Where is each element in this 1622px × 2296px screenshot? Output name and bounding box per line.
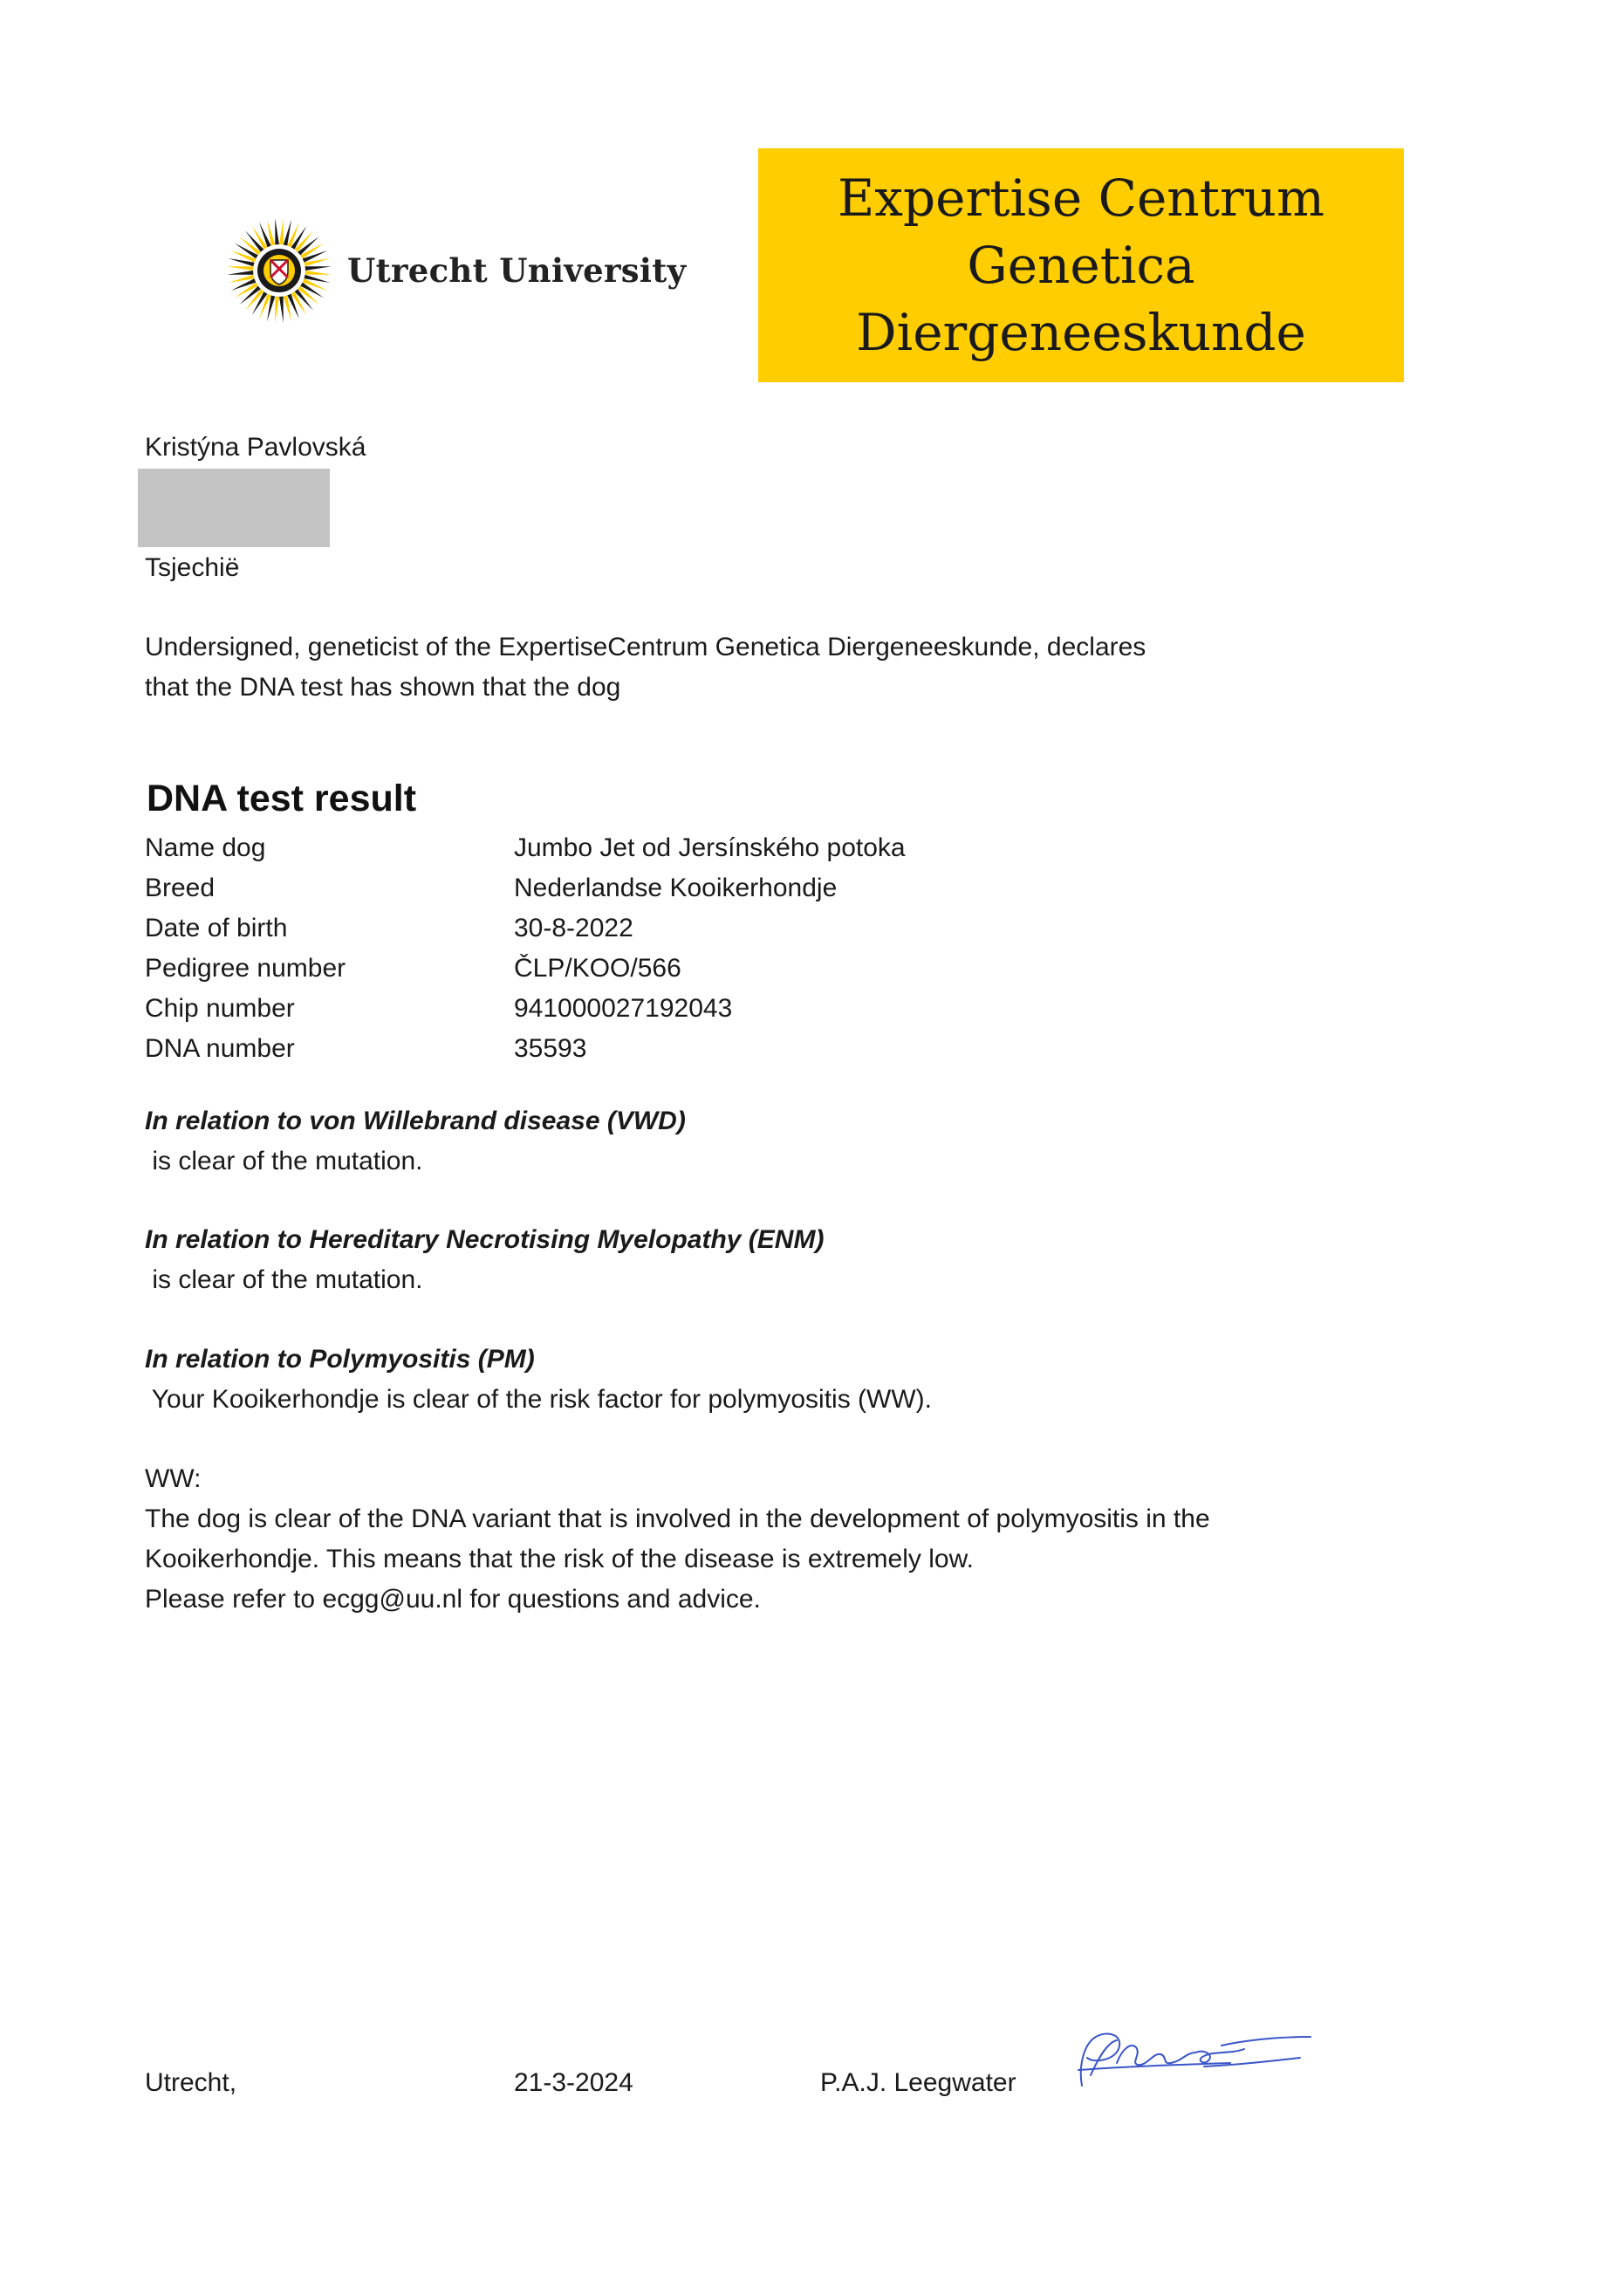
section-enm-text: is clear of the mutation. [145,1265,423,1294]
redacted-address [138,469,330,547]
detail-value: Nederlandse Kooikerhondje [514,874,838,902]
footer-signatory: P.A.J. Leegwater [820,2068,1016,2097]
footer-date: 21-3-2024 [514,2068,633,2097]
detail-value: Jumbo Jet od Jersínského potoka [514,833,906,862]
university-name: Utrecht University [347,251,687,290]
section-pm-title: In relation to Polymyositis (PM) [145,1345,535,1374]
note-line-3: Please refer to ecgg@uu.nl for questions and advice. [145,1585,761,1614]
note-line-1: The dog is clear of the DNA variant that is involved in the development of polymyositis in the [145,1504,1210,1533]
detail-value: 941000027192043 [514,994,733,1023]
title-line-3: Diergeneeskunde [856,302,1306,362]
signature-icon [1073,2023,1317,2093]
detail-value: 35593 [514,1034,587,1063]
section-pm-text: Your Kooikerhondje is clear of the risk factor for polymyositis (WW). [145,1385,932,1414]
recipient-country: Tsjechië [145,553,240,582]
detail-label: Breed [145,874,216,902]
note-line-2: Kooikerhondje. This means that the risk of the disease is extremely low. [145,1545,974,1573]
detail-label: Date of birth [145,914,288,942]
title-line-2: Genetica [967,235,1195,295]
detail-value: ČLP/KOO/566 [514,954,681,983]
title-line-1: Expertise Centrum [837,168,1325,228]
detail-label: Chip number [145,994,295,1023]
detail-label: DNA number [145,1034,295,1063]
expertise-centre-title-box [758,148,1404,382]
section-enm-title: In relation to Hereditary Necrotising Myelopathy (ENM) [145,1225,825,1254]
intro-line-1: Undersigned, geneticist of the ExpertiseCentrum Genetica Diergeneeskunde, declares [145,633,1146,661]
university-seal-icon [225,216,333,325]
recipient-name: Kristýna Pavlovská [145,433,366,462]
section-vwd-text: is clear of the mutation. [145,1147,423,1175]
section-vwd-title: In relation to von Willebrand disease (VWD) [145,1107,686,1135]
note-label: WW: [145,1464,202,1493]
utrecht-university-logo [225,216,686,325]
intro-line-2: that the DNA test has shown that the dog [145,673,621,702]
footer-place: Utrecht, [145,2068,237,2097]
result-heading: DNA test result [147,778,417,819]
detail-label: Name dog [145,833,266,862]
detail-value: 30-8-2022 [514,914,633,942]
detail-label: Pedigree number [145,954,346,983]
